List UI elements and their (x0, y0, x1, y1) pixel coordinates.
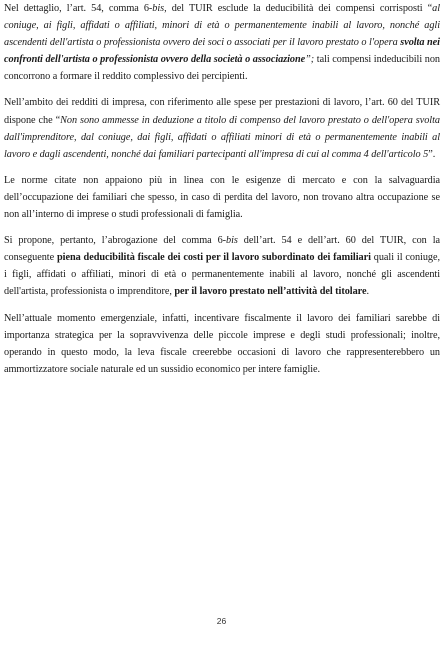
document-body (4, 0, 440, 387)
text-run: Si propone, pertanto, l’abrogazione del comma 6- (4, 235, 227, 247)
text-run-italic: bis, (152, 3, 167, 14)
text-run-bold: per il lavoro prestato nell’attività del titolare (174, 286, 367, 298)
text-run: quali il coniuge, i figli, affidati o affiliati, minori di età o permanentemente inabili al lavoro, nonché gli ascendenti dell'artista, professionista o imprenditore, (4, 252, 440, 298)
text-run-italic: Non sono ammesse in deduzione a titolo di compenso del lavoro prestato o dell'opera svolta dall'imprenditore, dal coniuge, dai figli, affidati o affiliati minori di età o permanentemente inabili al lavoro e dagli ascendenti, nonché dai familiari partecipanti all'impresa di cui al comma 4 dell'articolo 5 (4, 114, 440, 160)
paragraph-4 (4, 232, 440, 300)
paragraph-5 (4, 310, 440, 378)
text-run-italic: al coniuge, ai figli, affidati o affiliati, minori di età o permanentemente inabili al lavoro, nonché agli ascendenti dell'artista o professionista ovvero dei soci o associati per il lavoro prestato o l'opera (4, 3, 440, 49)
text-run: tali compensi indeducibili non concorrono a formare il reddito complessivo dei percipienti. (4, 54, 440, 83)
text-run: ”. (428, 148, 436, 160)
text-run: Le norme citate non appaiono più in linea con le esigenze di mercato e con la salvaguardia dell’occupazione dei familiari che spesso, in caso di perdita del lavoro, non trovano altra occupazione se non all’interno di imprese o studi professionali di famiglia. (4, 174, 440, 221)
text-run: . (366, 286, 369, 298)
text-run-bold-italic: svolta nei confronti dell'artista o professionista ovvero della società o associazione (4, 37, 440, 66)
paragraph-2 (4, 94, 440, 162)
text-run-italic: ”; (305, 54, 315, 66)
text-run: Nell’ambito dei redditi di impresa, con riferimento alle spese per prestazioni di lavoro, l’art. 60 del TUIR dispone che “ (4, 97, 440, 126)
paragraph-3 (4, 172, 440, 223)
text-run-bold: piena deducibilità fiscale dei costi per il lavoro subordinato dei familiari (57, 252, 371, 264)
text-run: Nell’attuale momento emergenziale, infatti, incentivare fiscalmente il lavoro dei familiari sarebbe di importanza strategica per la sopravvivenza delle piccole imprese e degli studi professionali; inoltre, operando in questo modo, la leva fiscale creerebbe occasioni di lavoro che rappresenterebbero un ammortizzatore sociale naturale ed un sussidio economico per intere famiglie. (4, 312, 440, 375)
text-run: del TUIR esclude la deducibilità dei compensi corrisposti “ (166, 3, 433, 14)
paragraph-1 (4, 0, 440, 85)
text-run-italic: bis (226, 235, 238, 247)
page-number: 26 (216, 616, 227, 626)
text-run: dell’art. 54 e dell’art. 60 del TUIR, con la conseguente (4, 235, 441, 264)
text-run: Nel dettaglio, l’art. 54, comma 6- (4, 3, 153, 14)
